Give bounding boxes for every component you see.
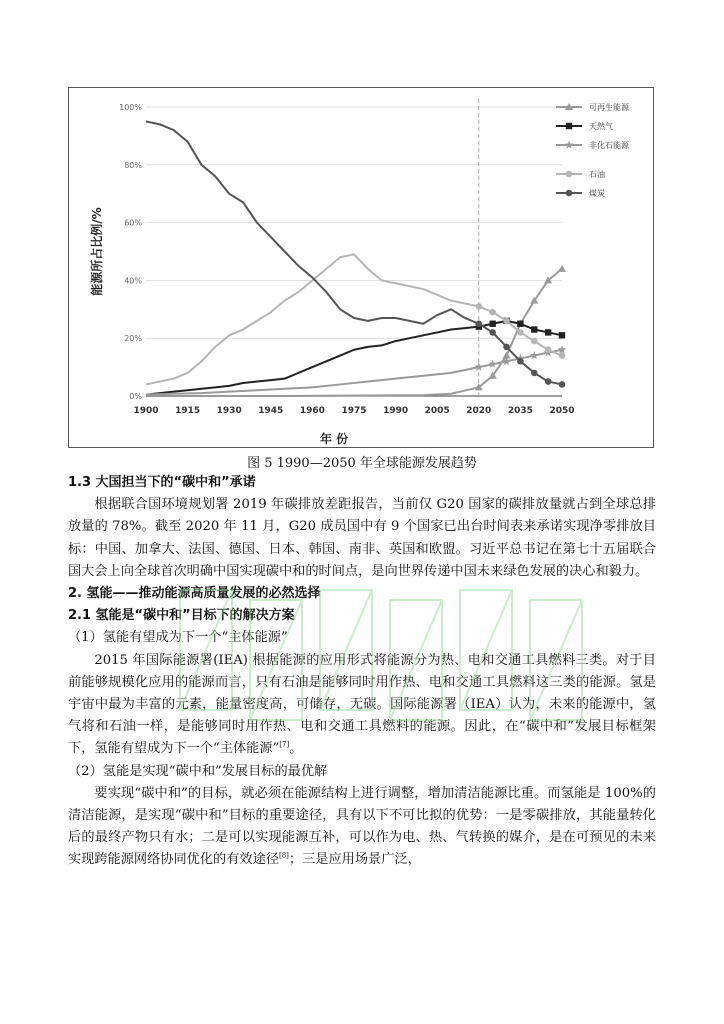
legend-label: 石油 [589, 170, 605, 179]
x-tick-label: 1975 [341, 406, 367, 416]
body-text [68, 472, 656, 872]
paragraph-main-energy-end: 。 [289, 741, 303, 757]
marker-circle [566, 171, 573, 178]
x-tick-label: 1900 [133, 406, 159, 416]
marker-circle [545, 378, 552, 385]
marker-square [517, 321, 523, 327]
reference-8: [8] [279, 852, 289, 861]
x-tick-label: 2020 [466, 406, 492, 416]
marker-triangle [558, 265, 566, 272]
marker-square [559, 332, 565, 338]
x-tick-label: 2035 [507, 406, 533, 416]
legend-label: 天然气 [589, 122, 613, 131]
paragraph-main-energy [68, 650, 656, 761]
paragraph-optimal-solution-end: ；三是应用场景广泛， [288, 852, 421, 868]
y-tick-label: 100% [119, 103, 142, 112]
x-tick-label: 1960 [299, 406, 325, 416]
series-layer [146, 121, 566, 396]
y-axis-label: 能源所占比例/% [90, 207, 104, 296]
marker-circle [517, 358, 524, 365]
x-tick-label: 1915 [175, 406, 201, 416]
marker-circle [517, 329, 524, 336]
marker-circle [531, 370, 538, 377]
figure-frame [68, 87, 654, 448]
y-tick-label: 40% [124, 276, 142, 286]
section-heading-1-3: 1.3 大国担当下的“碳中和”承诺 [68, 475, 256, 490]
series-line [146, 269, 562, 396]
marker-circle [503, 344, 510, 351]
x-tick-label: 1930 [216, 406, 242, 416]
marker-circle [489, 329, 496, 336]
paragraph-optimal-solution [68, 783, 656, 872]
paragraph-optimal-solution-text: 要实现“碳中和”的目标，就必须在能源结构上进行调整，增加清洁能源比重。而氢能是 100%的清洁能源，是实现“碳中和”目标的重要途径，具有以下不可比拟的优势：一是零碳排放，其能量转化后的最终产物只有水；二是可以实现能源互补，可以作为电、热、气转换的媒介，是在可预见的未来实现跨能源网络协同优化的有效途径 [68, 785, 656, 868]
paragraph-main-energy-text: 2015 年国际能源署(IEA) 根据能源的应用形式将能源分为热、电和交通工具燃料三类。对于目前能够规模化应用的能源而言，只有石油是能够同时用作热、电和交通工具燃料这三类的能源。氢是宇宙中最为丰富的元素，能量密度高，可储存，无碳。国际能源署（IEA）认为，未来的能源中，氢气将和石油一样，是能够同时用作热、电和交通工具燃料的能源。因此，在“碳中和”发展目标框架下，氢能有望成为下一个“主体能源” [68, 652, 656, 757]
series-line [146, 121, 562, 384]
section-heading-2-1: 2.1 氢能是“碳中和”目标下的解决方案 [68, 608, 295, 624]
series-3 [146, 254, 565, 384]
x-tick-label: 1990 [383, 406, 409, 416]
x-tick-label: 2005 [424, 406, 450, 416]
marker-star [530, 351, 539, 359]
x-axis-label: 年 份 [319, 432, 349, 446]
marker-square [531, 326, 537, 332]
y-tick-label: 80% [124, 160, 142, 170]
marker-circle [476, 320, 483, 327]
subheading-1: （1）氢能有望成为下一个“主体能源” [68, 630, 288, 646]
legend-label: 非化石能源 [589, 141, 629, 150]
marker-circle [531, 338, 538, 345]
marker-star [474, 363, 483, 371]
y-tick-label: 20% [124, 334, 142, 344]
legend-label: 煤炭 [589, 189, 605, 198]
energy-trend-chart [69, 88, 653, 447]
marker-square [545, 329, 551, 335]
y-tick-label: 0% [129, 392, 142, 401]
series-0 [146, 265, 566, 396]
marker-square [489, 321, 495, 327]
marker-star [565, 140, 574, 148]
legend-label: 可再生能源 [589, 103, 629, 112]
x-tick-label: 2050 [549, 406, 575, 416]
marker-circle [566, 190, 573, 197]
y-tick-label: 60% [124, 218, 142, 228]
marker-circle [489, 309, 496, 316]
x-tick-label: 1945 [258, 406, 284, 416]
marker-square [566, 123, 572, 129]
section-heading-2: 2. 氢能——推动能源高质量发展的必然选择 [68, 586, 321, 602]
paragraph-carbon-pledge: 根据联合国环境规划署 2019 年碳排放差距报告，当前仅 G20 国家的碳排放量就占到全球总排放量的 78%。截至 2020 年 11 月，G20 成员国中有 9 个国家已出台时间表来承诺实现净零排放目标：中国、加拿大、法国、德国、日本、韩国、南非、英国和欧盟。习近平总书记在第七十五届联合国大会上向全球首次明确中国实现碳中和的时间点，是向世界传递中国未来绿色发展的决心和毅力。 [68, 497, 656, 579]
reference-7: [7] [279, 741, 290, 750]
figure-caption: 图 5 1990—2050 年全球能源发展趋势 [247, 456, 477, 471]
legend-layer [556, 102, 630, 198]
marker-circle [476, 303, 483, 310]
marker-circle [559, 381, 566, 388]
grid-layer [146, 99, 562, 396]
subheading-2: （2）氢能是实现“碳中和”发展目标的最优解 [68, 763, 328, 779]
marker-circle [503, 318, 510, 325]
marker-star [488, 360, 497, 368]
series-4 [146, 121, 565, 387]
marker-star [558, 345, 567, 353]
marker-circle [559, 352, 566, 359]
marker-circle [545, 346, 552, 353]
